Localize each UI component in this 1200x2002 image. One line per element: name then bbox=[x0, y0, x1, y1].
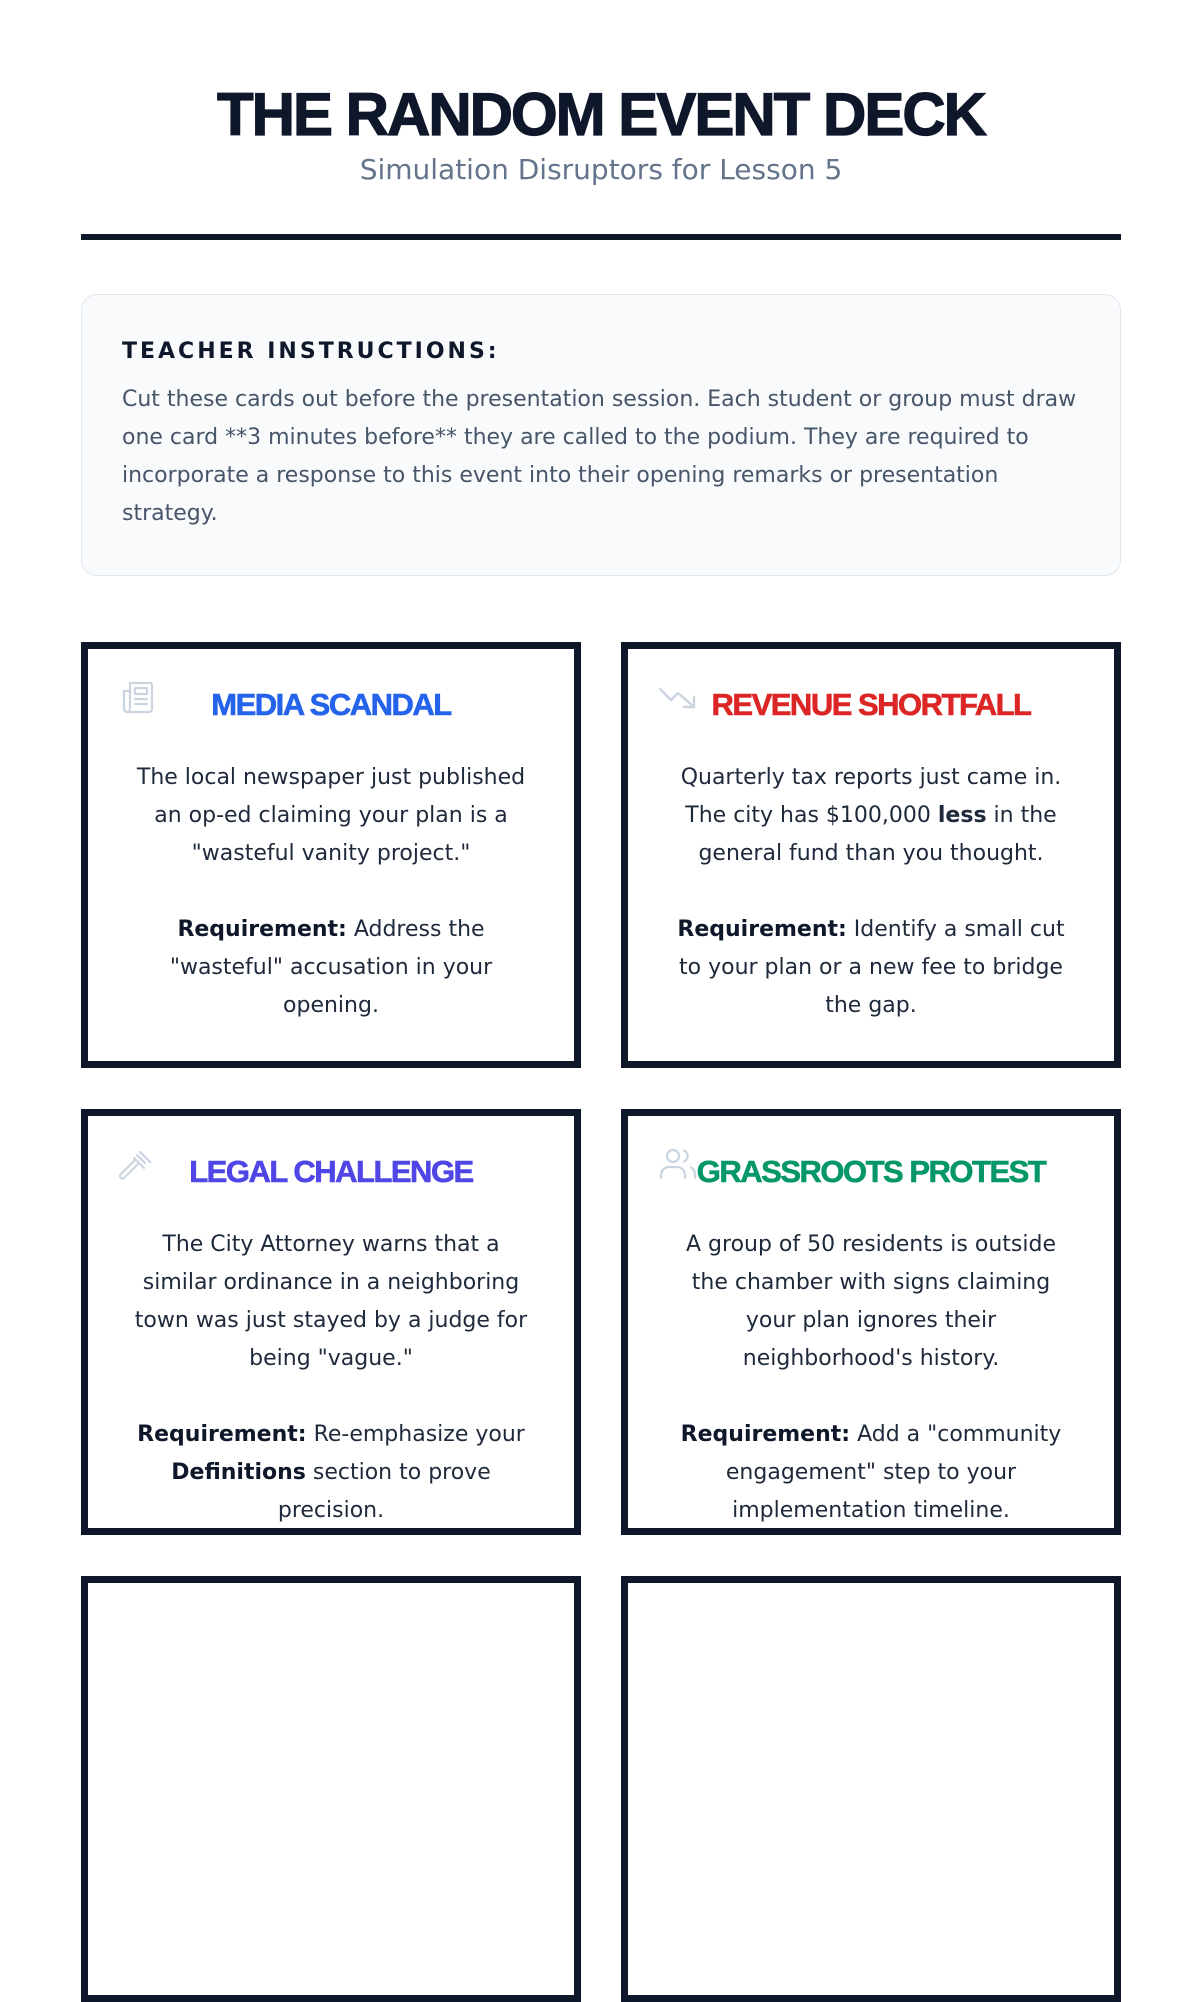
card-requirement bbox=[133, 1416, 529, 1530]
requirement-label: Requirement: bbox=[137, 1422, 307, 1447]
instructions-body: Cut these cards out before the presentation session. Each student or group must draw one card **3 minutes before** they are called to the podium. They are required to incorporate a response to this event into their opening remarks or presentation strategy. bbox=[122, 387, 1077, 526]
card-description: The local newspaper just published an op-ed claiming your plan is a "wasteful vanity project." bbox=[136, 765, 526, 866]
requirement-label: Requirement: bbox=[677, 917, 847, 942]
requirement-text: Identify a small cut to your plan or a new fee to bridge the gap. bbox=[679, 917, 1065, 1018]
event-card-legal-challenge bbox=[81, 1109, 581, 1535]
card-requirement bbox=[673, 1416, 1069, 1530]
description-text: in the general fund than you thought. bbox=[698, 803, 1057, 866]
card-title: GRASSROOTS PROTEST bbox=[696, 1154, 1046, 1189]
instructions-heading: TEACHER INSTRUCTIONS: bbox=[122, 339, 500, 364]
page-subtitle: Simulation Disruptors for Lesson 5 bbox=[359, 153, 843, 186]
header-divider bbox=[81, 234, 1121, 240]
card-title: MEDIA SCANDAL bbox=[211, 687, 451, 722]
page-title: THE RANDOM EVENT DECK bbox=[216, 81, 986, 148]
card-description: The City Attorney warns that a similar ordinance in a neighboring town was just stayed by a judge for being "vague." bbox=[134, 1232, 528, 1371]
requirement-label: Requirement: bbox=[680, 1422, 851, 1447]
requirement-emphasis: Definitions bbox=[171, 1460, 306, 1485]
card-body bbox=[673, 1226, 1069, 1530]
requirement-text: Address the "wasteful" accusation in your opening. bbox=[169, 917, 493, 1018]
event-card-media-scandal bbox=[81, 642, 581, 1068]
card-description: A group of 50 residents is outside the chamber with signs claiming your plan ignores their neighborhood's history. bbox=[686, 1232, 1056, 1371]
teacher-instructions-panel bbox=[81, 294, 1121, 576]
card-title: LEGAL CHALLENGE bbox=[189, 1154, 473, 1189]
requirement-label: Requirement: bbox=[177, 917, 347, 942]
card-title: REVENUE SHORTFALL bbox=[711, 687, 1031, 722]
event-card-partial bbox=[621, 1576, 1121, 2002]
requirement-text: Re-emphasize your bbox=[306, 1422, 525, 1447]
card-body bbox=[673, 759, 1069, 1025]
card-requirement bbox=[673, 911, 1069, 1025]
card-body bbox=[133, 759, 529, 1025]
description-emphasis: less bbox=[937, 803, 987, 828]
event-card-grassroots-protest bbox=[621, 1109, 1121, 1535]
event-card-revenue-shortfall bbox=[621, 642, 1121, 1068]
card-requirement bbox=[133, 911, 529, 1025]
card-description bbox=[673, 759, 1069, 873]
requirement-text: Add a "community engagement" step to your implementation timeline. bbox=[725, 1422, 1062, 1523]
event-card-partial bbox=[81, 1576, 581, 2002]
card-body bbox=[133, 1226, 529, 1530]
requirement-text: section to prove precision. bbox=[277, 1460, 491, 1523]
description-text: Quarterly tax reports just came in. The city has $100,000 bbox=[680, 765, 1062, 828]
